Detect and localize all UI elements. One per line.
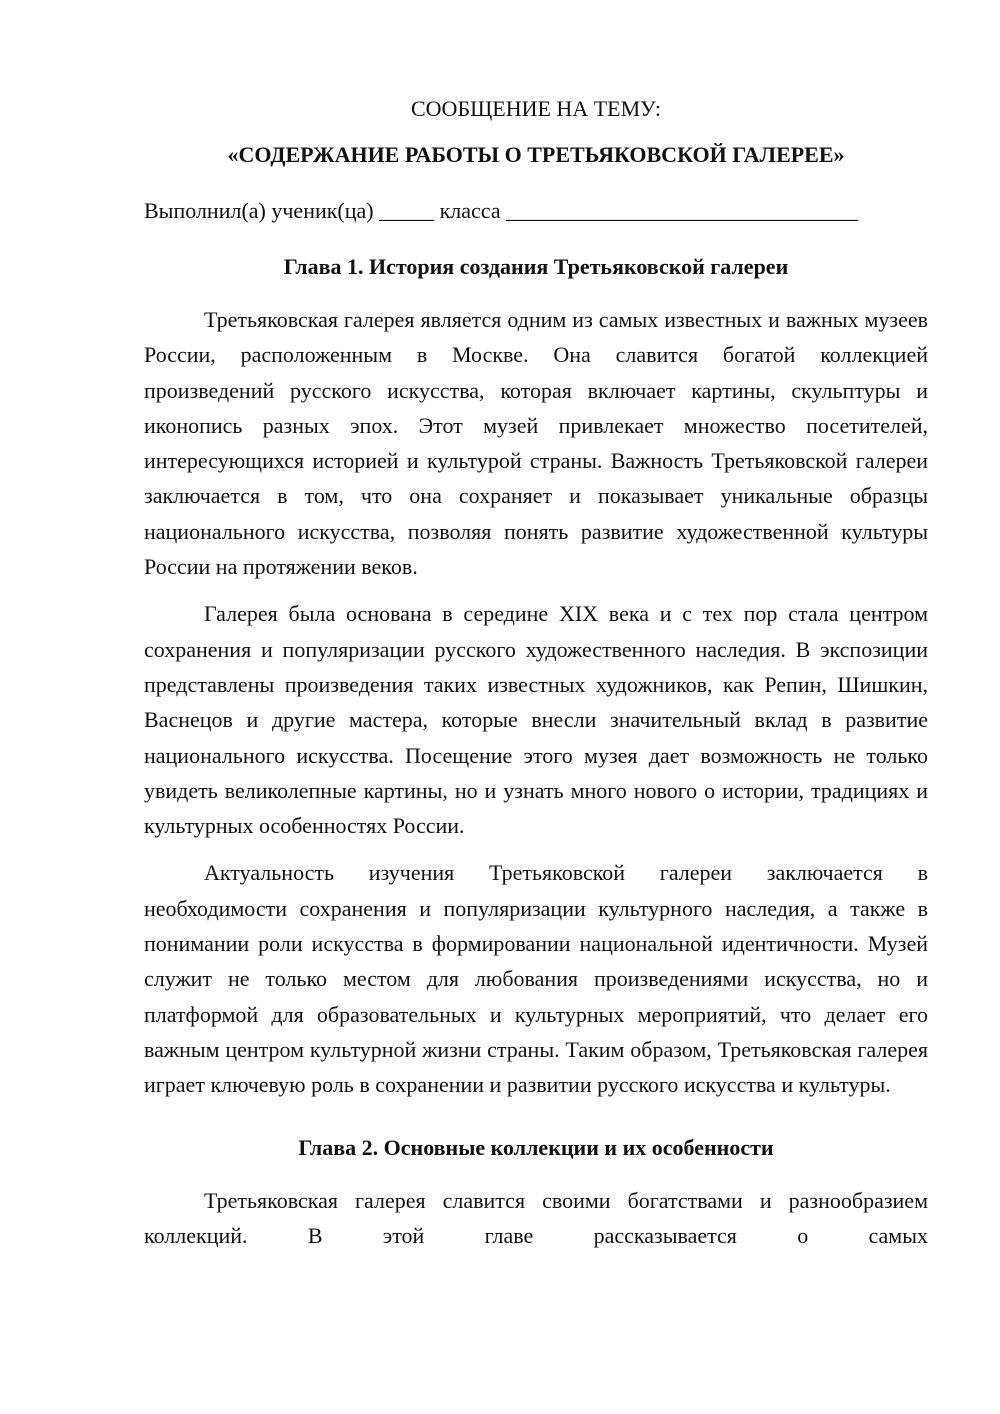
author-line: Выполнил(а) ученик(ца) _____ класса ________________________________ bbox=[144, 198, 859, 223]
chapter-1-title: Глава 1. История создания Третьяковской галереи bbox=[283, 254, 789, 279]
chapter-2-paragraph-1: Третьяковская галерея славится своими богатствами и разнообразием коллекций. В этой главе рассказывается о самых bbox=[144, 1187, 928, 1248]
document-heading-topic: СООБЩЕНИЕ НА ТЕМУ: bbox=[411, 96, 661, 121]
chapter-1-paragraph-1: Третьяковская галерея является одним из самых известных и важных музеев России, расположенным в Москве. Она славится богатой коллекцией произведений русского искусства, которая включает картины, скульптуры и иконопись разных эпох. Этот музей привлекает множество посетителей, интересующихся историей и культурой страны. Важность Третьяковской галереи заключается в том, что она сохраняет и показывает уникальные образцы национального искусства, позволяя понять развитие художественной культуры России на протяжении веков. bbox=[144, 307, 928, 580]
document-title: «СОДЕРЖАНИЕ РАБОТЫ О ТРЕТЬЯКОВСКОЙ ГАЛЕРЕЕ» bbox=[227, 142, 845, 167]
chapter-1-paragraph-2: Галерея была основана в середине XIX века и с тех пор стала центром сохранения и популяризации русского художественного наследия. В экспозиции представлены произведения таких известных художников, как Репин, Шишкин, Васнецов и другие мастера, которые внесли значительный вклад в развитие национального искусства. Посещение этого музея дает возможность не только увидеть великолепные картины, но и узнать много нового о истории, традициях и культурных особенностях России. bbox=[144, 601, 928, 839]
chapter-2-title: Глава 2. Основные коллекции и их особенности bbox=[298, 1134, 774, 1160]
chapter-1-paragraph-3: Актуальность изучения Третьяковской галереи заключается в необходимости сохранения и популяризации культурного наследия, а также в понимании роли искусства в формировании национальной идентичности. Музей служит не только местом для любования произведениями искусства, но и платформой для образовательных и культурных мероприятий, что делает его важным центром культурной жизни страны. Таким образом, Третьяковская галерея играет ключевую роль в сохранении и развитии русского искусства и культуры. bbox=[144, 860, 928, 1098]
document-page bbox=[144, 96, 928, 1253]
